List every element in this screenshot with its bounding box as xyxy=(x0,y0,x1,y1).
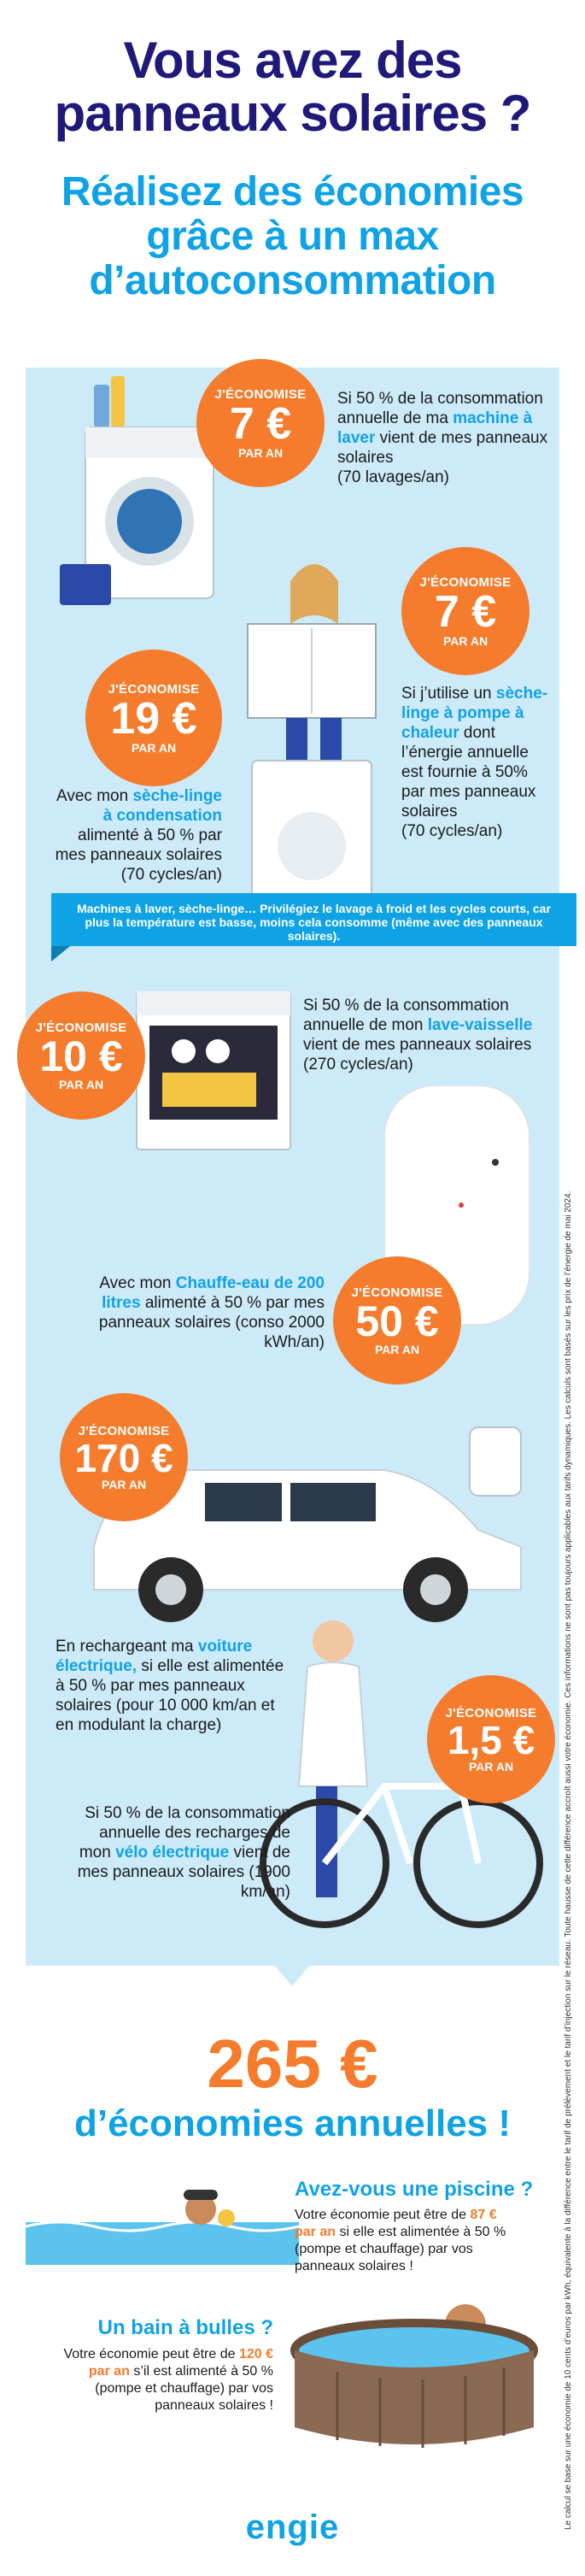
badge-dishwasher xyxy=(17,991,145,1120)
title-line-1: Vous avez des xyxy=(123,32,462,89)
banner-fold xyxy=(51,946,70,962)
badge-per: PAR AN xyxy=(374,1342,420,1356)
pool-swimmer-icon xyxy=(26,2171,299,2282)
subtitle-line-1: Réalisez des économies xyxy=(61,169,524,215)
badge-amount: 10 € xyxy=(39,1032,123,1080)
text-post: si elle est alimentée à 50 % par mes panneaux solaires (pour 10 000 km/an et en modulant la charge) xyxy=(56,1657,284,1734)
badge-amount: 1,5 € xyxy=(447,1717,535,1762)
text-highlight: sèche-linge à pompe à chaleur xyxy=(401,685,548,742)
panel-pointer xyxy=(273,1964,311,1986)
badge-amount: 19 € xyxy=(110,693,197,744)
badge-water-heater xyxy=(333,1256,461,1385)
text-post: vient de mes panneaux solaires xyxy=(303,1036,532,1054)
badge-per: PAR AN xyxy=(58,1077,104,1091)
text-electric-bike xyxy=(68,1803,290,1902)
tip-banner: Machines à laver, sèche-linge… Privilégiez le lavage à froid et les cycles courts, car plus la température est basse, moins cela consomme (même avec des panneaux solaires). xyxy=(51,893,576,946)
badge-amount: 7 € xyxy=(434,586,497,637)
text-highlight: lave-vaisselle xyxy=(427,1016,533,1034)
badge-heat-pump-dryer xyxy=(401,547,529,675)
pool-text-pre: Votre économie peut être de xyxy=(295,2208,471,2222)
badge-per: PAR AN xyxy=(468,1759,514,1773)
spa-title: Un bain à bulles ? xyxy=(97,2316,273,2339)
text-pre: Avec mon xyxy=(56,787,133,805)
text-highlight: Chauffe-eau de 200 litres xyxy=(102,1274,325,1312)
text-heat-pump-dryer xyxy=(401,684,551,841)
text-highlight: sèche-linge à condensation xyxy=(102,787,222,825)
text-post: vient de mes panneaux solaires xyxy=(337,429,548,467)
pool-text-post: si elle est alimentée à 50 % (pompe et chauffage) par vos panneaux solaires ! xyxy=(295,2225,506,2273)
pool-amount: 87 € par an xyxy=(295,2208,497,2239)
text-extra: (70 cycles/an) xyxy=(401,822,503,840)
text-pre: Avec mon xyxy=(99,1274,176,1292)
badge-per: PAR AN xyxy=(442,633,488,648)
subtitle-line-3: d’autoconsommation xyxy=(89,258,496,303)
title-line-2: panneaux solaires ? xyxy=(54,85,531,142)
pool-title: Avez-vous une piscine ? xyxy=(295,2178,534,2201)
text-pre: En rechargeant ma xyxy=(56,1638,198,1656)
badge-amount: 50 € xyxy=(355,1297,439,1345)
legal-notice: Le calcul se base sur une économie de 10 cents d’euros par kWh, équivalente à la différence entre le tarif de prélèvement et le tarif d’injection sur le réseau. Toute hausse de cette différence accroît aussi votre économie. Ces informations ne sont pas toujours applicables aux tarifs dynamiques. Les calculs sont basés sur les prix de l’énergie de mai 2024. xyxy=(564,1191,573,2530)
text-highlight: machine à laver xyxy=(337,409,533,447)
text-pre: Si 50 % de la consommation annuelle de ma xyxy=(337,390,543,427)
badge-label: J'ÉCONOMISE xyxy=(35,1020,127,1035)
badge-washing-machine xyxy=(196,359,325,487)
badge-per: PAR AN xyxy=(131,740,177,755)
total-label: d’économies annuelles ! xyxy=(73,2103,512,2144)
text-condenser-dryer xyxy=(51,786,222,885)
badge-electric-bike xyxy=(427,1675,555,1803)
washing-machine-icon xyxy=(60,368,222,607)
text-water-heater xyxy=(68,1273,325,1352)
subtitle-line-2: grâce à un max xyxy=(146,214,439,259)
text-highlight: vélo électrique xyxy=(115,1844,230,1861)
spa-amount: 120 € par an xyxy=(88,2347,273,2379)
text-post: dont l’énergie annuelle est fournie à 50% par mes panneaux solaires xyxy=(401,724,536,820)
dishwasher-icon xyxy=(132,991,295,1154)
text-extra: (270 cycles/an) xyxy=(303,1056,413,1073)
spa-text-post: s’il est alimenté à 50 % (pompe et chauffage) par vos panneaux solaires ! xyxy=(95,2364,273,2413)
badge-per: PAR AN xyxy=(101,1477,147,1491)
text-washing-machine xyxy=(337,389,551,487)
hot-tub-icon xyxy=(286,2282,551,2453)
badge-condenser-dryer xyxy=(85,650,222,786)
text-highlight: voiture électrique, xyxy=(56,1638,253,1675)
badge-label: J'ÉCONOMISE xyxy=(445,1705,537,1720)
badge-electric-car xyxy=(60,1393,188,1521)
spa-text xyxy=(51,2346,273,2414)
badge-label: J'ÉCONOMISE xyxy=(351,1285,443,1300)
engie-logo: engie xyxy=(245,2508,340,2546)
text-pre: Si 50 % de la consommation annuelle de mon xyxy=(303,997,509,1034)
badge-label: J'ÉCONOMISE xyxy=(214,386,307,402)
text-pre: Si j’utilise un xyxy=(401,685,496,703)
person-on-dryer-icon xyxy=(239,547,384,923)
text-post: alimenté à 50 % par mes panneaux solaires xyxy=(55,826,222,864)
badge-label: J'ÉCONOMISE xyxy=(78,1423,170,1438)
text-electric-car xyxy=(56,1637,295,1735)
badge-amount: 7 € xyxy=(229,398,292,449)
text-dishwasher xyxy=(303,996,551,1074)
total-amount: 265 € xyxy=(207,2026,378,2102)
text-post: alimenté à 50 % par mes panneaux solaires (conso 2000 kWh/an) xyxy=(98,1294,325,1351)
text-post: vient de mes panneaux solaires (1900 km/an) xyxy=(77,1844,290,1901)
pool-text xyxy=(295,2207,517,2275)
text-extra: (70 lavages/an) xyxy=(337,468,449,486)
badge-label: J'ÉCONOMISE xyxy=(419,574,512,590)
spa-text-pre: Votre économie peut être de xyxy=(63,2347,239,2361)
text-extra: (70 cycles/an) xyxy=(120,866,222,884)
badge-per: PAR AN xyxy=(237,445,284,460)
badge-label: J'ÉCONOMISE xyxy=(108,681,200,697)
text-pre: Si 50 % de la consommation annuelle des recharges de mon xyxy=(79,1804,290,1861)
badge-amount: 170 € xyxy=(74,1435,173,1480)
